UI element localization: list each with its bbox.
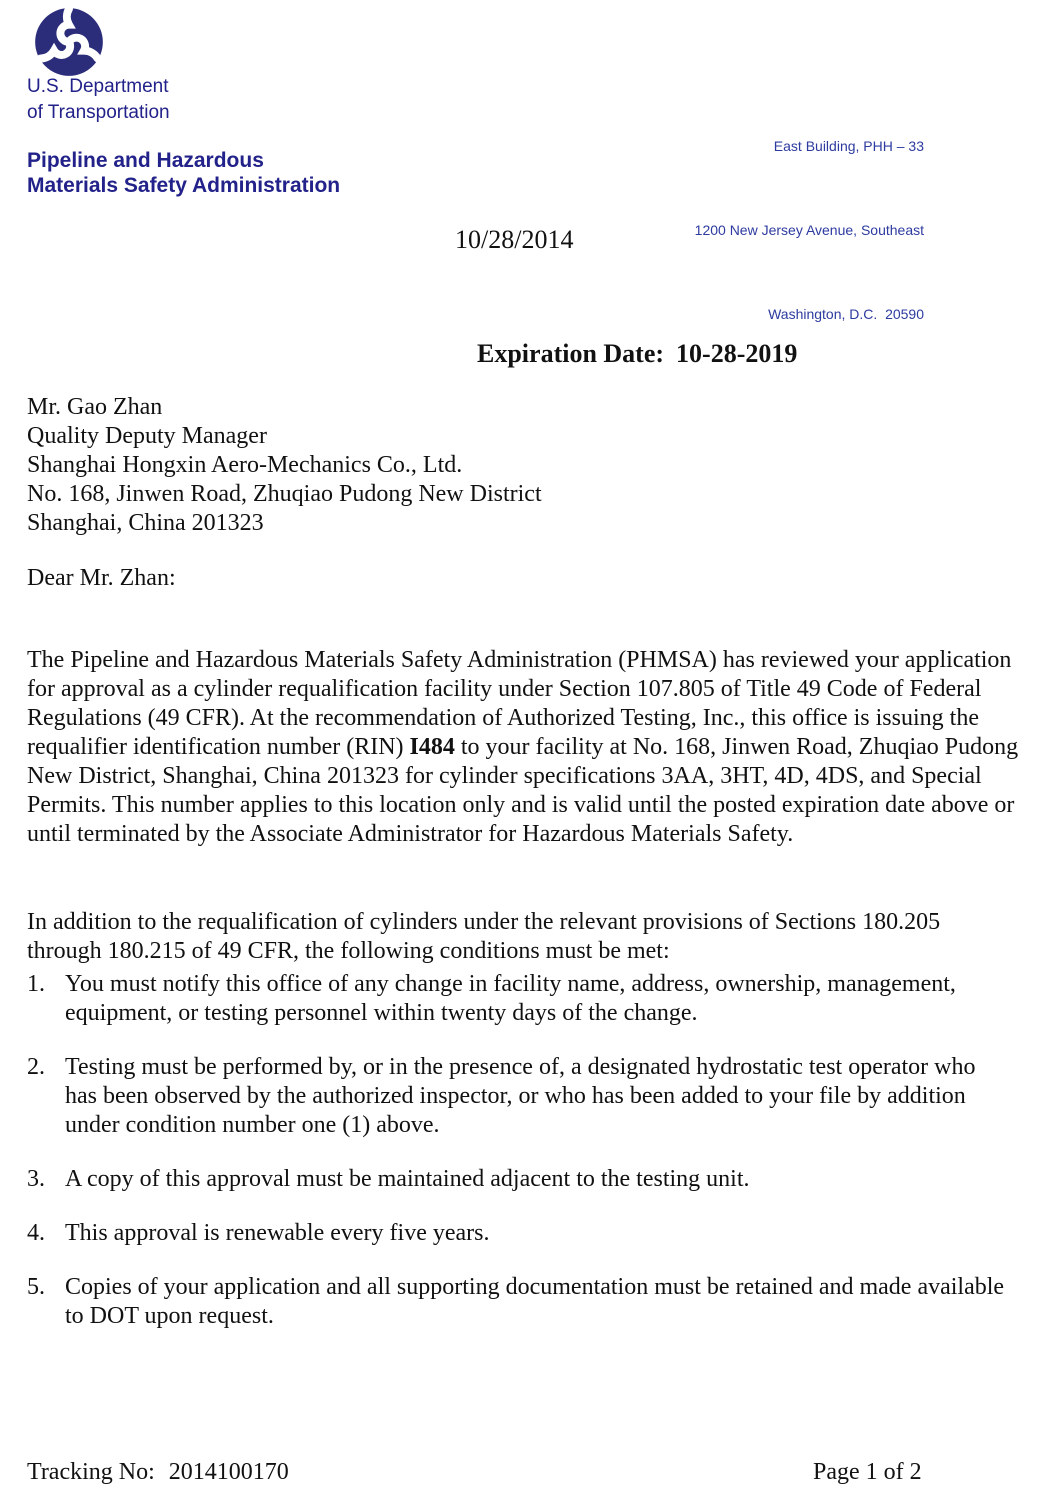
condition-text: You must notify this office of any change in facility name, address, ownership, management, equipment, or testing personnel within twenty days of the change. bbox=[65, 971, 956, 1026]
body-paragraph-2: In addition to the requalification of cylinders under the relevant provisions of Sections 180.205 through 180.215 of 49 CFR, the following conditions must be met: bbox=[27, 909, 941, 964]
condition-text: This approval is renewable every five years. bbox=[65, 1220, 490, 1246]
condition-item bbox=[27, 1273, 1027, 1331]
condition-number: 3. bbox=[27, 1166, 45, 1192]
condition-text: Testing must be performed by, or in the presence of, a designated hydrostatic test operator who has been observed by the authorized inspector, or who has been added to your file by addition under condition number one (1) above. bbox=[65, 1054, 976, 1138]
recipient-line: Quality Deputy Manager bbox=[27, 423, 267, 449]
condition-text: A copy of this approval must be maintained adjacent to the testing unit. bbox=[65, 1166, 750, 1192]
us-dot-logo-icon bbox=[33, 6, 105, 78]
page-number: Page 1 of 2 bbox=[813, 1459, 922, 1485]
hq-address-line: Washington, D.C. 20590 bbox=[768, 306, 924, 322]
rin-number: I484 bbox=[409, 734, 455, 760]
department-line2: of Transportation bbox=[27, 102, 170, 123]
tracking-value: 2014100170 bbox=[168, 1459, 289, 1485]
recipient-line: No. 168, Jinwen Road, Zhuqiao Pudong New District bbox=[27, 481, 542, 507]
condition-item bbox=[27, 1053, 1027, 1140]
agency-line1: Pipeline and Hazardous bbox=[27, 149, 264, 172]
hq-address bbox=[695, 76, 924, 384]
hq-address-line: 1200 New Jersey Avenue, Southeast bbox=[694, 222, 924, 238]
tracking-number bbox=[27, 1459, 289, 1486]
condition-text: Copies of your application and all supporting documentation must be retained and made available to DOT upon request. bbox=[65, 1274, 1005, 1329]
expiration-date bbox=[477, 339, 797, 369]
condition-item bbox=[27, 1219, 1027, 1248]
department-name bbox=[27, 74, 170, 126]
body-paragraph-1 bbox=[27, 646, 1020, 849]
condition-item bbox=[27, 970, 1027, 1028]
paragraph1-text-after-rin: to your facility at No. 168, Jinwen Road, Zhuqiao Pudong New District, Shanghai, China 201323 for cylinder specifications 3AA, 3HT, 4D, 4DS, and Special Permits. This number applies to this location only and is valid until the posted expiration date above or until terminated by the Associate Administrator for Hazardous Materials Safety. bbox=[27, 734, 1019, 847]
tracking-label: Tracking No: bbox=[27, 1459, 155, 1485]
condition-number: 1. bbox=[27, 971, 45, 997]
department-line1: U.S. Department bbox=[27, 76, 169, 97]
hq-address-line: East Building, PHH – 33 bbox=[773, 138, 924, 154]
agency-line2: Materials Safety Administration bbox=[27, 174, 341, 197]
salutation: Dear Mr. Zhan: bbox=[27, 565, 176, 591]
paragraph1-text-before-rin: The Pipeline and Hazardous Materials Safety Administration (PHMSA) has reviewed your application for approval as a cylinder requalification facility under Section 107.805 of Title 49 Code of Federal Regulations (49 CFR). At the recommendation of Authorized Testing, Inc., this office is issuing the requalifier identification number (RIN) bbox=[27, 647, 1012, 760]
expiration-value: 10-28-2019 bbox=[676, 339, 798, 368]
recipient-address bbox=[27, 393, 542, 538]
expiration-label: Expiration Date: bbox=[477, 339, 665, 368]
condition-number: 2. bbox=[27, 1054, 45, 1080]
letter-date: 10/28/2014 bbox=[455, 225, 574, 254]
conditions-list bbox=[27, 970, 1027, 1356]
recipient-line: Shanghai, China 201323 bbox=[27, 510, 264, 536]
condition-item bbox=[27, 1165, 1027, 1194]
condition-number: 4. bbox=[27, 1220, 45, 1246]
recipient-line: Shanghai Hongxin Aero-Mechanics Co., Ltd. bbox=[27, 452, 463, 478]
recipient-line: Mr. Gao Zhan bbox=[27, 394, 163, 420]
condition-number: 5. bbox=[27, 1274, 45, 1300]
agency-name bbox=[27, 148, 340, 198]
